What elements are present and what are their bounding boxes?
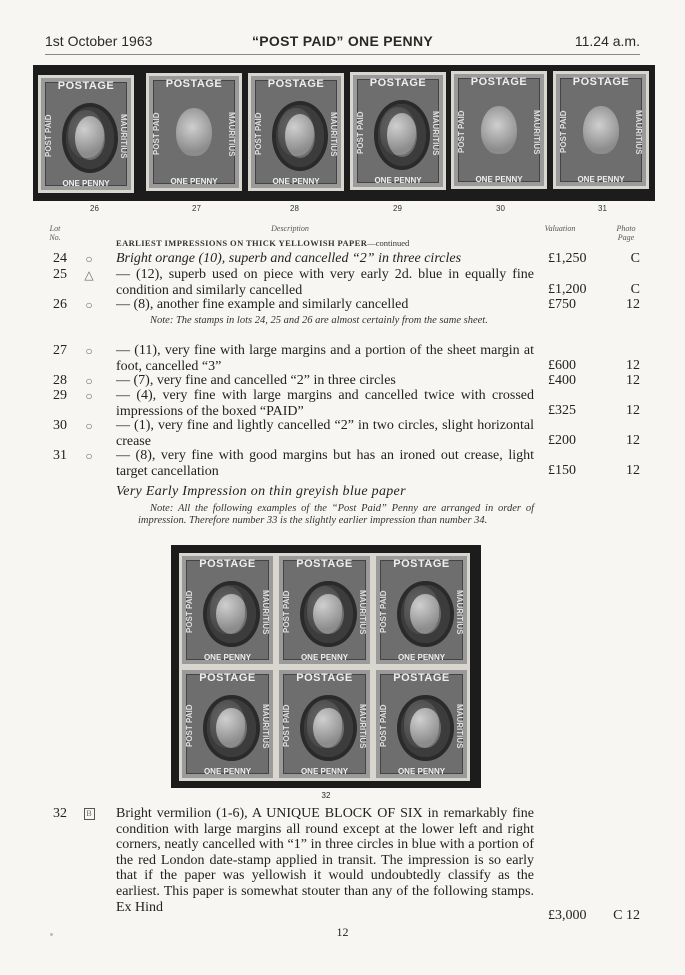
stamp-inscription-left: POST PAID <box>457 110 466 154</box>
stamp-inscription-left: POST PAID <box>185 590 194 634</box>
photo-page: C <box>630 251 640 266</box>
page-number: 12 <box>336 925 349 939</box>
queen-portrait <box>176 108 211 157</box>
column-head-valuation: Valuation <box>544 224 576 233</box>
stamp-inscription-left: POST PAID <box>254 112 263 156</box>
plate-number: 29 <box>393 204 402 213</box>
stamp-photo <box>276 553 373 667</box>
lot-number: 32 <box>53 806 67 821</box>
speck <box>50 933 53 936</box>
stamp-inscription-left: POST PAID <box>152 112 161 156</box>
stamp-inscription-bottom: ONE PENNY <box>170 177 218 186</box>
section-title-text: EARLIEST IMPRESSIONS ON THICK YELLOWISH PAPER <box>116 238 368 248</box>
plate-number: 31 <box>598 204 607 213</box>
photo-page: 12 <box>626 358 640 373</box>
note-impression-order: Note: All the following examples of the “Post Paid” Penny are arranged in order of impression. Therefore number 33 is the slightly earlier impression than number 34. <box>138 503 534 526</box>
lot-number: 26 <box>53 297 67 312</box>
stamp-photo <box>350 72 446 190</box>
stamp-frame <box>283 560 366 660</box>
condition-symbol: ○ <box>85 449 93 463</box>
plate-numbers <box>33 204 655 216</box>
condition-symbol: ○ <box>85 419 93 433</box>
plate-number: 27 <box>192 204 201 213</box>
stamp-inscription-top: POSTAGE <box>470 76 528 88</box>
lot-valuation: £600 <box>548 358 576 373</box>
stamp-inscription-top: POSTAGE <box>199 672 256 684</box>
stamp-inscription-top: POSTAGE <box>57 80 115 92</box>
cancellation-mark <box>397 695 454 762</box>
stamp-inscription-top: POSTAGE <box>165 78 223 90</box>
stamp-frame <box>283 674 366 774</box>
stamp-inscription-top: POSTAGE <box>267 78 325 90</box>
cancellation-mark <box>203 581 260 648</box>
stamp-frame <box>458 78 540 182</box>
column-head-lot <box>44 224 66 242</box>
stamp-photo <box>373 667 470 781</box>
lot-valuation: £150 <box>548 463 576 478</box>
note-same-sheet: Note: The stamps in lots 24, 25 and 26 are almost certainly from the same sheet. <box>150 315 488 326</box>
stamp-frame <box>255 80 337 184</box>
stamp-inscription-top: POSTAGE <box>572 76 630 88</box>
stamp-inscription-right: MAURITIUS <box>261 589 270 635</box>
stamp-inscription-right: MAURITIUS <box>261 703 270 749</box>
lot-valuation: £3,000 <box>548 908 587 923</box>
stamp-frame <box>380 560 463 660</box>
cancellation-mark <box>300 581 357 648</box>
lot-valuation: £400 <box>548 373 576 388</box>
plate-number: 30 <box>496 204 505 213</box>
queen-portrait <box>481 106 516 155</box>
cancellation-mark <box>272 101 328 170</box>
stamp-photo <box>179 667 276 781</box>
condition-symbol: ○ <box>85 374 93 388</box>
lot-valuation: £1,200 <box>548 282 587 297</box>
stamp-inscription-top: POSTAGE <box>393 672 450 684</box>
column-head-photo <box>606 224 646 242</box>
block-symbol <box>82 805 96 820</box>
column-head-lot-line2: No. <box>49 233 61 242</box>
lot-number: 31 <box>53 448 67 463</box>
photo-page: 12 <box>626 297 640 312</box>
stamp-inscription-top: POSTAGE <box>393 558 450 570</box>
stamp-inscription-bottom: ONE PENNY <box>300 653 349 662</box>
lot-description: — (12), superb used on piece with very early 2d. blue in equally fine condition and similarly cancelled <box>116 267 534 298</box>
stamp-inscription-top: POSTAGE <box>199 558 256 570</box>
stamp-inscription-top: POSTAGE <box>296 672 353 684</box>
lot-number: 27 <box>53 343 67 358</box>
stamp-inscription-right: MAURITIUS <box>358 589 367 635</box>
lot-valuation: £1,250 <box>548 251 587 266</box>
stamp-photo <box>276 667 373 781</box>
stamp-frame <box>380 674 463 774</box>
stamp-inscription-left: POST PAID <box>282 590 291 634</box>
lot-number: 28 <box>53 373 67 388</box>
stamp-inscription-right: MAURITIUS <box>358 703 367 749</box>
stamp-inscription-bottom: ONE PENNY <box>397 767 446 776</box>
stamp-inscription-bottom: ONE PENNY <box>203 767 252 776</box>
lot-description: — (8), another fine example and similarly cancelled <box>116 297 409 312</box>
stamp-frame <box>560 78 642 182</box>
stamp-inscription-right: MAURITIUS <box>227 111 236 157</box>
stamp-inscription-left: POST PAID <box>185 704 194 748</box>
stamp-frame <box>357 79 439 183</box>
stamp-photo <box>451 71 547 189</box>
stamp-frame <box>186 560 269 660</box>
stamp-frame <box>153 80 235 184</box>
subsection-heading: Very Early Impression on thin greyish blue paper <box>116 484 406 499</box>
block-symbol-box: B <box>84 808 95 820</box>
photo-page: C <box>630 282 640 297</box>
plate-number: 26 <box>90 204 99 213</box>
cancellation-mark <box>397 581 454 648</box>
lot-description: — (8), very fine with good margins but has an ironed out crease, light target cancellation <box>116 448 534 479</box>
stamp-inscription-left: POST PAID <box>44 114 53 158</box>
stamp-inscription-right: MAURITIUS <box>455 703 464 749</box>
lot-number: 24 <box>53 251 67 266</box>
stamp-inscription-right: MAURITIUS <box>532 109 541 155</box>
sale-date: 1st October 1963 <box>45 33 153 49</box>
lot-valuation: £200 <box>548 433 576 448</box>
photo-page: 12 <box>626 463 640 478</box>
stamp-inscription-left: POST PAID <box>379 590 388 634</box>
plate-number: 28 <box>290 204 299 213</box>
stamp-inscription-left: POST PAID <box>356 111 365 155</box>
lot-description <box>116 251 534 267</box>
lot-description: — (4), very fine with large margins and cancelled twice with crossed impressions of the boxed “PAID” <box>116 388 534 419</box>
stamp-inscription-left: POST PAID <box>282 704 291 748</box>
section-title <box>116 238 409 248</box>
stamp-photo <box>38 75 134 193</box>
lot-number: 25 <box>53 267 67 282</box>
photo-plate-lots-26-31 <box>33 65 655 201</box>
photo-page: 12 <box>626 433 640 448</box>
stamp-photo <box>553 71 649 189</box>
stamp-inscription-left: POST PAID <box>379 704 388 748</box>
lot-valuation: £750 <box>548 297 576 312</box>
stamp-inscription-bottom: ONE PENNY <box>300 767 349 776</box>
queen-portrait <box>583 106 618 155</box>
stamp-inscription-bottom: ONE PENNY <box>374 176 422 185</box>
stamp-inscription-left: POST PAID <box>559 110 568 154</box>
stamp-inscription-bottom: ONE PENNY <box>62 179 110 188</box>
stamp-inscription-top: POSTAGE <box>296 558 353 570</box>
lot-description: — (11), very fine with large margins and a portion of the sheet margin at foot, cancelled “3” <box>116 343 534 374</box>
stamp-frame <box>186 674 269 774</box>
stamp-inscription-right: MAURITIUS <box>431 110 440 156</box>
column-head-photo-line1: Photo <box>616 224 636 233</box>
cancellation-mark <box>300 695 357 762</box>
cancellation-mark <box>374 100 430 169</box>
photo-page: 12 <box>626 403 640 418</box>
condition-symbol: ○ <box>85 252 93 266</box>
lot-description: — (7), very fine and cancelled “2” in three circles <box>116 373 396 388</box>
stamp-photo <box>179 553 276 667</box>
cancellation-mark <box>203 695 260 762</box>
condition-symbol: ○ <box>85 344 93 358</box>
stamp-inscription-right: MAURITIUS <box>455 589 464 635</box>
page-title: “POST PAID” ONE PENNY <box>251 33 434 49</box>
stamp-inscription-bottom: ONE PENNY <box>577 175 625 184</box>
lot-valuation: £325 <box>548 403 576 418</box>
stamp-photo <box>248 73 344 191</box>
stamp-inscription-right: MAURITIUS <box>329 111 338 157</box>
condition-symbol: △ <box>84 268 94 282</box>
lot-number: 30 <box>53 418 67 433</box>
lot-number: 29 <box>53 388 67 403</box>
stamp-inscription-bottom: ONE PENNY <box>272 177 320 186</box>
page-header <box>45 33 640 53</box>
lot-description: — (1), very fine and lightly cancelled “2” in two circles, slight horizontal crease <box>116 418 534 449</box>
condition-symbol: ○ <box>85 389 93 403</box>
sale-time: 11.24 a.m. <box>574 33 640 49</box>
photo-page: 12 <box>626 373 640 388</box>
lot-description-text: Bright orange (10), superb and cancelled “2” in three circles <box>116 251 462 266</box>
stamp-inscription-right: MAURITIUS <box>119 113 128 159</box>
photo-page: C 12 <box>613 908 640 923</box>
stamp-inscription-top: POSTAGE <box>369 77 427 89</box>
plate-caption: 32 <box>321 791 331 800</box>
column-head-photo-line2: Page <box>617 233 635 242</box>
stamp-frame <box>45 82 127 186</box>
column-head-lot-line1: Lot <box>49 224 61 233</box>
column-head-description: Description <box>271 224 309 233</box>
stamp-photo <box>146 73 242 191</box>
header-rule <box>45 54 640 55</box>
stamp-inscription-bottom: ONE PENNY <box>475 175 523 184</box>
cancellation-mark <box>62 103 118 172</box>
stamp-photo <box>373 553 470 667</box>
section-continued: —continued <box>367 238 410 248</box>
condition-symbol: ○ <box>85 298 93 312</box>
stamp-inscription-right: MAURITIUS <box>634 109 643 155</box>
stamp-inscription-bottom: ONE PENNY <box>203 653 252 662</box>
photo-plate-lot-32 <box>171 545 481 788</box>
stamp-inscription-bottom: ONE PENNY <box>397 653 446 662</box>
lot-description: Bright vermilion (1-6), A UNIQUE BLOCK OF SIX in remarkably fine condition with large margins all round except at the lower left and right corners, neatly cancelled with “1” in three circles in blue with a portion of the red London date-stamp applied in transit. The impression is so early that if the paper was yellowish it would undoubtedly classify as the earliest. This paper is somewhat stouter than any of the following stamps. Ex Hind <box>116 806 534 915</box>
